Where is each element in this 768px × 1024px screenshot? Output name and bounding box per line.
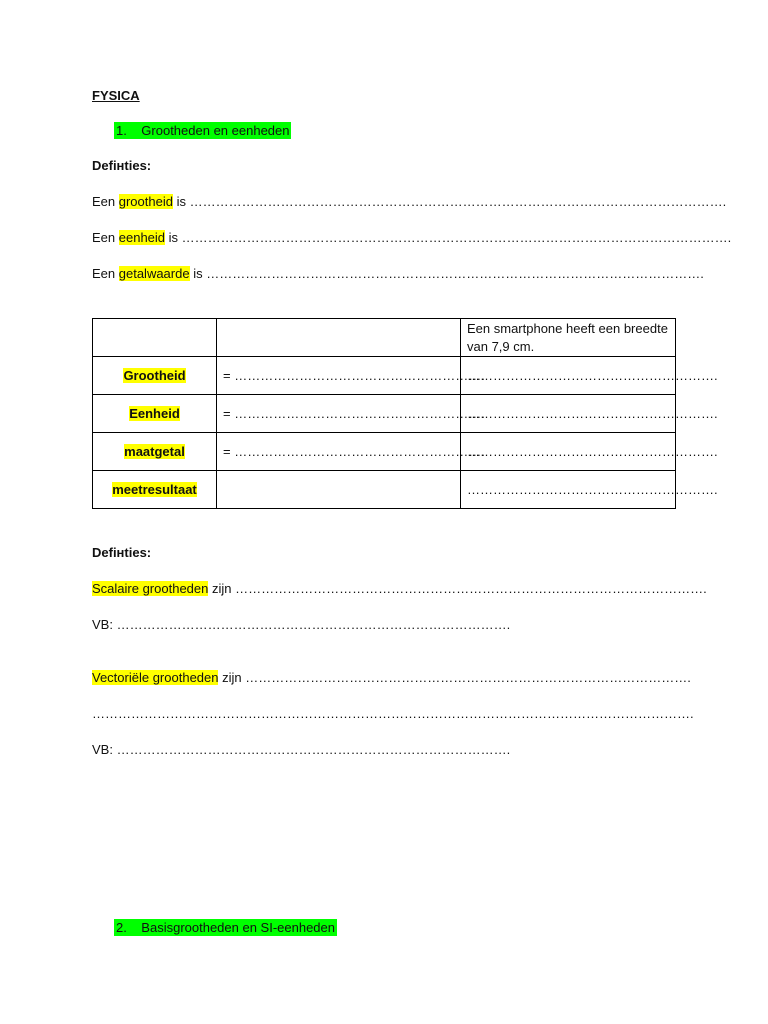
table-cell-empty <box>217 319 461 357</box>
definition-prefix: Een <box>92 266 119 281</box>
vector-term: Vectoriële grootheden <box>92 670 219 685</box>
definitions-heading-2: Defінties: <box>92 545 152 560</box>
table-cell-blank: = …………………………………………………. <box>217 395 461 433</box>
table-cell-empty <box>93 319 217 357</box>
table-row <box>93 357 676 395</box>
definition-term: grootheid <box>118 194 173 209</box>
definition-blank: zijn …………………………………………………………………………………………. <box>218 670 691 685</box>
definition-term: eenheid <box>118 230 166 245</box>
definition-line-eenheid <box>92 230 731 245</box>
row-label-text: maatgetal <box>124 444 185 459</box>
scalar-term: Scalaire grootheden <box>92 581 209 596</box>
row-label-text: Eenheid <box>129 406 180 421</box>
definition-prefix: Een <box>92 194 119 209</box>
definition-prefix: Een <box>92 230 119 245</box>
table-row-label <box>93 395 217 433</box>
example-line-vector: VB: ………………………………………………………………………………. <box>92 742 511 757</box>
table-row-label <box>93 471 217 509</box>
row-label-text: meetresultaat <box>112 482 197 497</box>
table-cell-blank: …………………………………………………. <box>461 357 676 395</box>
definition-line-getalwaarde <box>92 266 704 281</box>
section-heading-2 <box>114 919 337 936</box>
definition-blank: is ………………………………………………………………………………………………………………. <box>165 230 732 245</box>
quantities-table <box>92 318 718 509</box>
example-line-scalar: VB: ………………………………………………………………………………. <box>92 617 511 632</box>
table-row-label <box>93 357 217 395</box>
table-row-label <box>93 433 217 471</box>
table-cell-blank: = …………………………………………………. <box>217 433 461 471</box>
definitions-heading: Defінties: <box>92 158 152 173</box>
definition-line-grootheid <box>92 194 726 209</box>
definition-blank: is ……………………………………………………………………………………………………………. <box>172 194 727 209</box>
section-title: Basisgrootheden en SI-eenheden <box>141 920 336 935</box>
page-title: FYSICA <box>92 88 140 103</box>
section-number: 1. <box>116 123 127 138</box>
vector-definition-line <box>92 670 691 685</box>
table-cell-blank: …………………………………………………. <box>461 433 676 471</box>
section-heading-1 <box>114 122 291 139</box>
table-cell-blank: …………………………………………………. <box>461 471 676 509</box>
definition-blank: is ……………………………………………………………………………………………………. <box>189 266 704 281</box>
table-header-example: Een smartphone heeft een breedte van 7,9 cm. <box>461 319 676 357</box>
scalar-definition-line <box>92 581 707 596</box>
definition-term: getalwaarde <box>118 266 190 281</box>
vector-continuation-line: …………………………………………………………………………………………………………………………. <box>92 706 694 721</box>
table-cell-empty <box>217 471 461 509</box>
row-label-text: Grootheid <box>123 368 186 383</box>
table-cell-blank: …………………………………………………. <box>461 395 676 433</box>
section-number: 2. <box>116 920 127 935</box>
table-row <box>93 319 676 357</box>
table-row <box>93 395 676 433</box>
section-title: Grootheden en eenheden <box>141 123 290 138</box>
table-row <box>93 433 676 471</box>
table-cell-blank: = …………………………………………………. <box>217 357 461 395</box>
table-row <box>93 471 676 509</box>
definition-blank: zijn ………………………………………………………………………………………………. <box>208 581 707 596</box>
